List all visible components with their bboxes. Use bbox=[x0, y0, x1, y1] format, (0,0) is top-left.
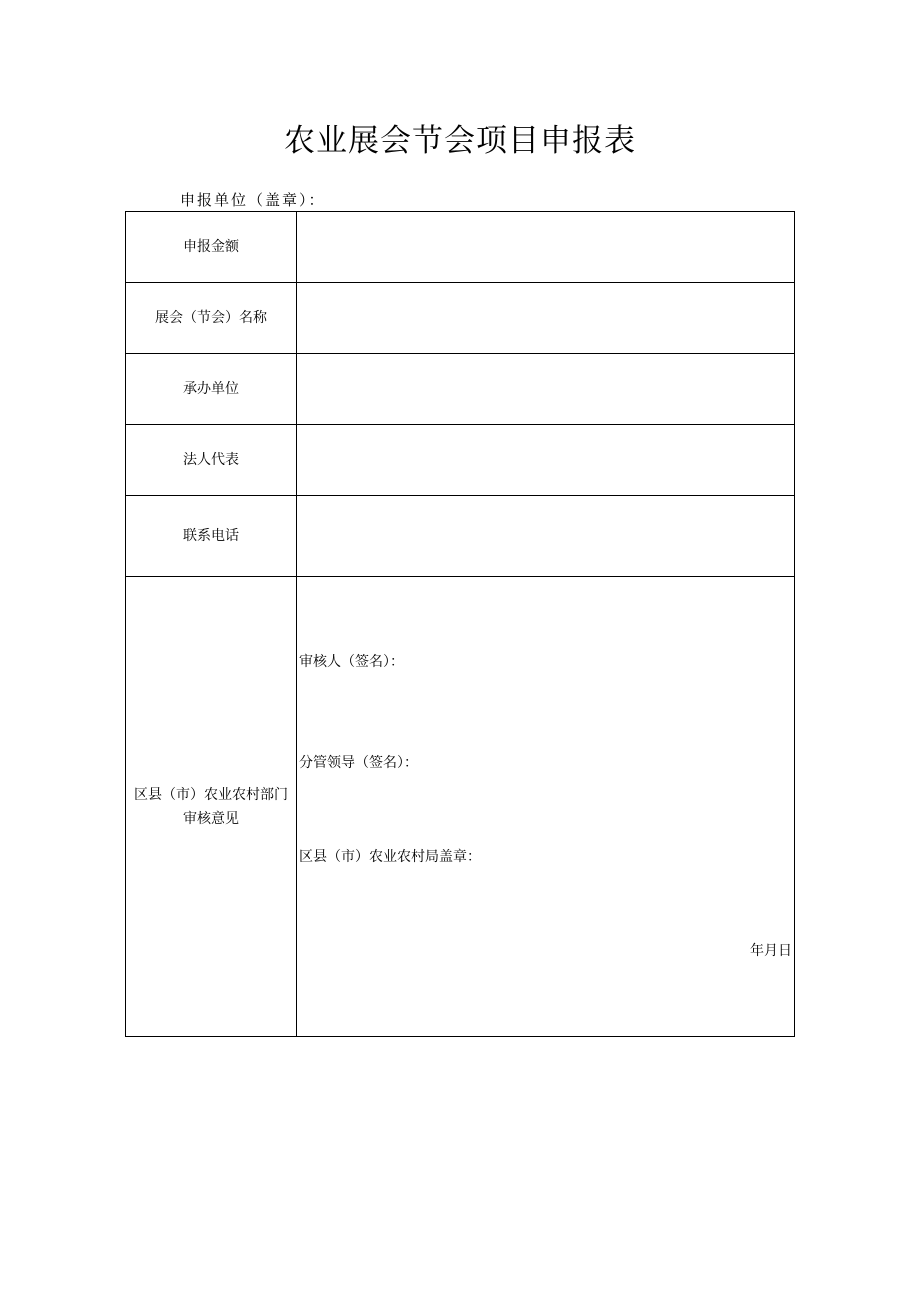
leader-signature-label: 分管领导（签名）： bbox=[299, 755, 418, 771]
amount-label: 申报金额 bbox=[126, 212, 297, 283]
form-row-phone bbox=[126, 496, 795, 577]
document-title: 农业展会节会项目申报表 bbox=[284, 123, 636, 159]
exhibition-name-field[interactable] bbox=[297, 283, 795, 354]
legal-representative-field[interactable] bbox=[297, 425, 795, 496]
exhibition-name-label: 展会（节会）名称 bbox=[126, 283, 297, 354]
form-row-review-opinion bbox=[126, 577, 795, 1037]
phone-label: 联系电话 bbox=[126, 496, 297, 577]
bureau-seal-label: 区县（市）农业农村局盖章： bbox=[299, 849, 481, 865]
review-opinion-label-cell bbox=[126, 577, 297, 1037]
reviewer-signature-label: 审核人（签名）： bbox=[299, 654, 404, 670]
form-row-legal-representative bbox=[126, 425, 795, 496]
amount-field[interactable] bbox=[297, 212, 795, 283]
legal-representative-label: 法人代表 bbox=[126, 425, 297, 496]
review-opinion-field[interactable] bbox=[297, 577, 795, 1037]
organizer-field[interactable] bbox=[297, 354, 795, 425]
application-form-table bbox=[125, 211, 795, 1037]
organizer-label: 承办单位 bbox=[126, 354, 297, 425]
review-opinion-label: 区县（市）农业农村部门审核意见 bbox=[134, 786, 288, 827]
phone-field[interactable] bbox=[297, 496, 795, 577]
form-row-amount bbox=[126, 212, 795, 283]
applicant-unit-label: 申报单位（盖章）： bbox=[180, 191, 326, 209]
date-label: 年月日 bbox=[750, 943, 792, 959]
form-row-exhibition-name bbox=[126, 283, 795, 354]
form-row-organizer bbox=[126, 354, 795, 425]
